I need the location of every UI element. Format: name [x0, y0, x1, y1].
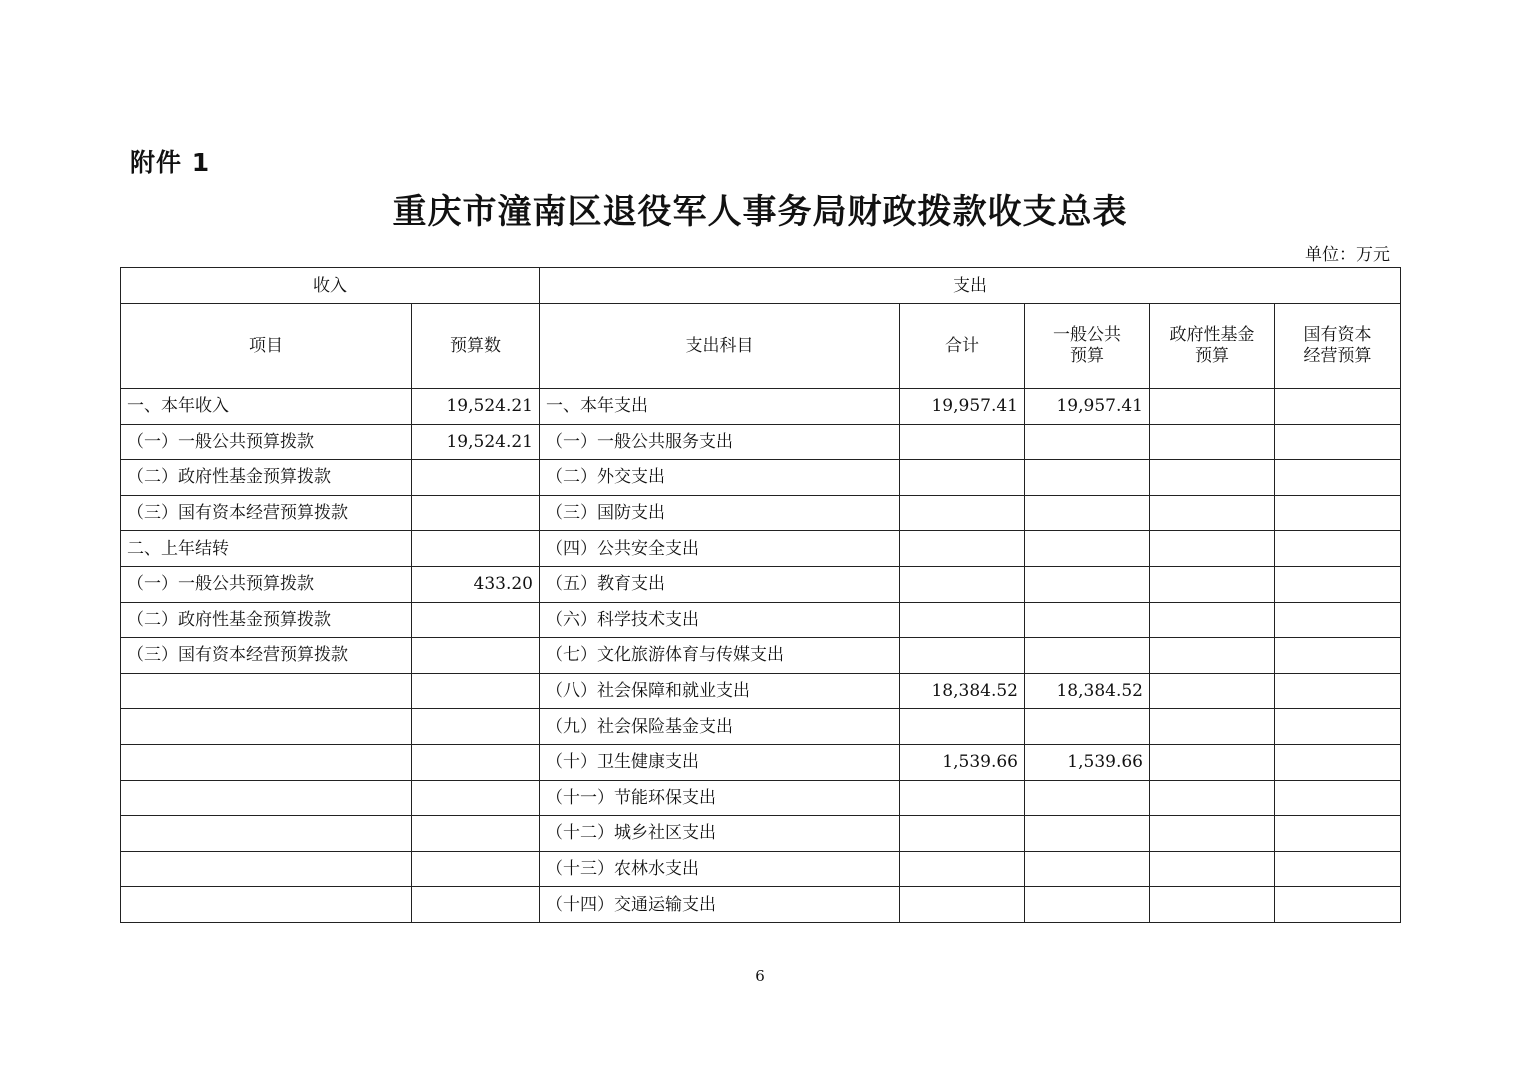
cell-expense-subject: （十三）农林水支出	[540, 851, 900, 887]
cell-item: 一、本年收入	[121, 389, 412, 425]
expense-group-header: 支出	[540, 268, 1401, 304]
cell-item: 二、上年结转	[121, 531, 412, 567]
income-group-header: 收入	[121, 268, 540, 304]
cell-item: （三）国有资本经营预算拨款	[121, 638, 412, 674]
cell-total	[900, 851, 1025, 887]
column-header-gov-fund: 政府性基金 预算	[1150, 304, 1275, 389]
column-header-general-public: 一般公共 预算	[1025, 304, 1150, 389]
table-row	[121, 887, 1401, 923]
cell-state-capital	[1275, 673, 1401, 709]
table-row	[121, 531, 1401, 567]
cell-total	[900, 887, 1025, 923]
cell-item	[121, 887, 412, 923]
cell-expense-subject: （五）教育支出	[540, 566, 900, 602]
cell-item	[121, 816, 412, 852]
cell-gov-fund	[1150, 887, 1275, 923]
cell-state-capital	[1275, 495, 1401, 531]
cell-budget	[412, 673, 540, 709]
cell-gov-fund	[1150, 531, 1275, 567]
cell-gov-fund	[1150, 566, 1275, 602]
cell-expense-subject: （八）社会保障和就业支出	[540, 673, 900, 709]
cell-budget	[412, 602, 540, 638]
cell-expense-subject: （三）国防支出	[540, 495, 900, 531]
cell-general-public	[1025, 638, 1150, 674]
cell-gov-fund	[1150, 602, 1275, 638]
cell-item	[121, 709, 412, 745]
cell-state-capital	[1275, 780, 1401, 816]
cell-general-public	[1025, 531, 1150, 567]
cell-state-capital	[1275, 531, 1401, 567]
table-row	[121, 602, 1401, 638]
cell-gov-fund	[1150, 460, 1275, 496]
cell-general-public: 19,957.41	[1025, 389, 1150, 425]
cell-expense-subject: （十二）城乡社区支出	[540, 816, 900, 852]
unit-label: 单位：万元	[1305, 245, 1390, 265]
cell-expense-subject: （二）外交支出	[540, 460, 900, 496]
cell-state-capital	[1275, 602, 1401, 638]
table-body	[121, 268, 1401, 923]
cell-expense-subject: （四）公共安全支出	[540, 531, 900, 567]
cell-state-capital	[1275, 638, 1401, 674]
cell-state-capital	[1275, 851, 1401, 887]
cell-budget	[412, 531, 540, 567]
page-title: 重庆市潼南区退役军人事务局财政拨款收支总表	[392, 192, 1128, 232]
table-row	[121, 424, 1401, 460]
cell-budget	[412, 887, 540, 923]
cell-total: 18,384.52	[900, 673, 1025, 709]
cell-expense-subject: （十）卫生健康支出	[540, 744, 900, 780]
cell-total	[900, 602, 1025, 638]
cell-gov-fund	[1150, 495, 1275, 531]
cell-item	[121, 780, 412, 816]
cell-gov-fund	[1150, 709, 1275, 745]
cell-budget	[412, 816, 540, 852]
cell-total	[900, 424, 1025, 460]
cell-state-capital	[1275, 424, 1401, 460]
cell-state-capital	[1275, 887, 1401, 923]
cell-expense-subject: （十一）节能环保支出	[540, 780, 900, 816]
cell-general-public	[1025, 424, 1150, 460]
cell-total	[900, 495, 1025, 531]
cell-general-public: 1,539.66	[1025, 744, 1150, 780]
cell-gov-fund	[1150, 389, 1275, 425]
cell-expense-subject: （一）一般公共服务支出	[540, 424, 900, 460]
table-row	[121, 566, 1401, 602]
column-header-state-capital: 国有资本 经营预算	[1275, 304, 1401, 389]
cell-budget	[412, 495, 540, 531]
cell-general-public: 18,384.52	[1025, 673, 1150, 709]
cell-item	[121, 744, 412, 780]
column-header-row	[121, 304, 1401, 389]
cell-gov-fund	[1150, 638, 1275, 674]
cell-budget	[412, 744, 540, 780]
cell-budget	[412, 460, 540, 496]
table-row	[121, 744, 1401, 780]
cell-general-public	[1025, 887, 1150, 923]
cell-general-public	[1025, 709, 1150, 745]
table-row	[121, 638, 1401, 674]
cell-general-public	[1025, 495, 1150, 531]
cell-item	[121, 851, 412, 887]
table-row	[121, 389, 1401, 425]
cell-budget	[412, 851, 540, 887]
attachment-label: 附件 1	[130, 148, 211, 177]
cell-state-capital	[1275, 389, 1401, 425]
cell-total	[900, 566, 1025, 602]
column-header-budget: 预算数	[412, 304, 540, 389]
cell-item: （二）政府性基金预算拨款	[121, 602, 412, 638]
cell-budget: 433.20	[412, 566, 540, 602]
cell-total	[900, 816, 1025, 852]
cell-gov-fund	[1150, 851, 1275, 887]
cell-state-capital	[1275, 816, 1401, 852]
cell-total	[900, 531, 1025, 567]
cell-item: （三）国有资本经营预算拨款	[121, 495, 412, 531]
cell-state-capital	[1275, 460, 1401, 496]
cell-gov-fund	[1150, 780, 1275, 816]
cell-total: 19,957.41	[900, 389, 1025, 425]
cell-expense-subject: （十四）交通运输支出	[540, 887, 900, 923]
group-header-row	[121, 268, 1401, 304]
cell-state-capital	[1275, 744, 1401, 780]
cell-total	[900, 780, 1025, 816]
cell-item: （一）一般公共预算拨款	[121, 566, 412, 602]
cell-gov-fund	[1150, 673, 1275, 709]
cell-general-public	[1025, 780, 1150, 816]
cell-budget	[412, 709, 540, 745]
cell-budget: 19,524.21	[412, 389, 540, 425]
cell-general-public	[1025, 460, 1150, 496]
cell-expense-subject: （七）文化旅游体育与传媒支出	[540, 638, 900, 674]
cell-gov-fund	[1150, 424, 1275, 460]
cell-item	[121, 673, 412, 709]
column-header-item: 项目	[121, 304, 412, 389]
cell-general-public	[1025, 851, 1150, 887]
cell-gov-fund	[1150, 816, 1275, 852]
column-header-expense-subject: 支出科目	[540, 304, 900, 389]
table-row	[121, 673, 1401, 709]
column-header-total: 合计	[900, 304, 1025, 389]
table-row	[121, 816, 1401, 852]
table-row	[121, 709, 1401, 745]
cell-state-capital	[1275, 566, 1401, 602]
table-row	[121, 851, 1401, 887]
page-number: 6	[755, 967, 765, 985]
cell-expense-subject: （九）社会保险基金支出	[540, 709, 900, 745]
table-row	[121, 460, 1401, 496]
cell-total	[900, 460, 1025, 496]
cell-gov-fund	[1150, 744, 1275, 780]
cell-budget	[412, 638, 540, 674]
cell-state-capital	[1275, 709, 1401, 745]
cell-total	[900, 638, 1025, 674]
budget-table	[120, 267, 1401, 923]
cell-expense-subject: （六）科学技术支出	[540, 602, 900, 638]
table-row	[121, 780, 1401, 816]
cell-general-public	[1025, 566, 1150, 602]
cell-budget: 19,524.21	[412, 424, 540, 460]
cell-total	[900, 709, 1025, 745]
cell-expense-subject: 一、本年支出	[540, 389, 900, 425]
table-row	[121, 495, 1401, 531]
cell-budget	[412, 780, 540, 816]
cell-item: （一）一般公共预算拨款	[121, 424, 412, 460]
cell-general-public	[1025, 602, 1150, 638]
cell-total: 1,539.66	[900, 744, 1025, 780]
cell-general-public	[1025, 816, 1150, 852]
cell-item: （二）政府性基金预算拨款	[121, 460, 412, 496]
